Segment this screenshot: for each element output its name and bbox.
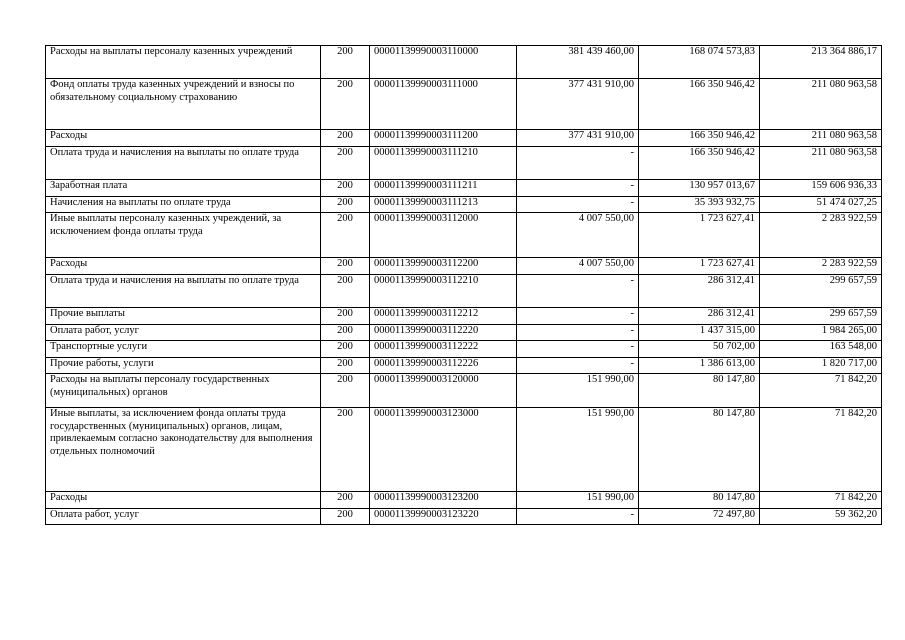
expense-name-cell: Оплата труда и начисления на выплаты по оплате труда (46, 147, 321, 180)
expense-name-cell: Расходы на выплаты персоналу казенных учреждений (46, 46, 321, 79)
expense-name-cell: Оплата труда и начисления на выплаты по оплате труда (46, 275, 321, 308)
executed-amount-cell: 286 312,41 (639, 275, 760, 308)
assigned-amount-cell: - (517, 147, 639, 180)
line-code-cell: 200 (321, 325, 370, 341)
expense-name-cell: Иные выплаты персоналу казенных учреждений, за исключением фонда оплаты труда (46, 213, 321, 258)
remaining-amount-cell: 2 283 922,59 (760, 213, 882, 258)
remaining-amount-cell: 1 984 265,00 (760, 325, 882, 341)
budget-classification-code-cell: 00001139990003111000 (370, 79, 517, 130)
line-code-cell: 200 (321, 374, 370, 408)
assigned-amount-cell: - (517, 180, 639, 197)
executed-amount-cell: 1 386 613,00 (639, 358, 760, 374)
assigned-amount-cell: - (517, 325, 639, 341)
line-code-cell: 200 (321, 130, 370, 147)
executed-amount-cell: 50 702,00 (639, 341, 760, 358)
remaining-amount-cell: 2 283 922,59 (760, 258, 882, 275)
executed-amount-cell: 130 957 013,67 (639, 180, 760, 197)
assigned-amount-cell: - (517, 275, 639, 308)
remaining-amount-cell: 71 842,20 (760, 374, 882, 408)
budget-classification-code-cell: 00001139990003112222 (370, 341, 517, 358)
table-row (46, 197, 882, 213)
executed-amount-cell: 1 723 627,41 (639, 213, 760, 258)
table-row (46, 213, 882, 258)
executed-amount-cell: 80 147,80 (639, 408, 760, 492)
budget-classification-code-cell: 00001139990003112210 (370, 275, 517, 308)
executed-amount-cell: 80 147,80 (639, 492, 760, 509)
budget-classification-code-cell: 00001139990003112220 (370, 325, 517, 341)
remaining-amount-cell: 211 080 963,58 (760, 79, 882, 130)
table-row (46, 130, 882, 147)
assigned-amount-cell: - (517, 308, 639, 325)
remaining-amount-cell: 163 548,00 (760, 341, 882, 358)
line-code-cell: 200 (321, 275, 370, 308)
expense-name-cell: Расходы на выплаты персоналу государственных (муниципальных) органов (46, 374, 321, 408)
remaining-amount-cell: 1 820 717,00 (760, 358, 882, 374)
budget-classification-code-cell: 00001139990003111210 (370, 147, 517, 180)
table-row (46, 180, 882, 197)
table-row (46, 258, 882, 275)
table-row (46, 308, 882, 325)
table-row (46, 509, 882, 525)
table-row (46, 408, 882, 492)
assigned-amount-cell: - (517, 358, 639, 374)
line-code-cell: 200 (321, 341, 370, 358)
line-code-cell: 200 (321, 213, 370, 258)
assigned-amount-cell: 151 990,00 (517, 492, 639, 509)
remaining-amount-cell: 159 606 936,33 (760, 180, 882, 197)
line-code-cell: 200 (321, 147, 370, 180)
budget-classification-code-cell: 00001139990003111211 (370, 180, 517, 197)
executed-amount-cell: 166 350 946,42 (639, 147, 760, 180)
executed-amount-cell: 1 723 627,41 (639, 258, 760, 275)
line-code-cell: 200 (321, 492, 370, 509)
remaining-amount-cell: 71 842,20 (760, 408, 882, 492)
budget-classification-code-cell: 00001139990003111200 (370, 130, 517, 147)
assigned-amount-cell: - (517, 341, 639, 358)
assigned-amount-cell: - (517, 197, 639, 213)
table-row (46, 492, 882, 509)
table-body (46, 46, 882, 525)
executed-amount-cell: 286 312,41 (639, 308, 760, 325)
table-row (46, 358, 882, 374)
budget-classification-code-cell: 00001139990003112200 (370, 258, 517, 275)
remaining-amount-cell: 51 474 027,25 (760, 197, 882, 213)
table-row (46, 46, 882, 79)
line-code-cell: 200 (321, 258, 370, 275)
expense-name-cell: Заработная плата (46, 180, 321, 197)
budget-classification-code-cell: 00001139990003120000 (370, 374, 517, 408)
executed-amount-cell: 166 350 946,42 (639, 130, 760, 147)
assigned-amount-cell: 151 990,00 (517, 374, 639, 408)
assigned-amount-cell: 377 431 910,00 (517, 130, 639, 147)
expense-name-cell: Прочие выплаты (46, 308, 321, 325)
budget-classification-code-cell: 00001139990003112226 (370, 358, 517, 374)
remaining-amount-cell: 59 362,20 (760, 509, 882, 525)
budget-classification-code-cell: 00001139990003112000 (370, 213, 517, 258)
remaining-amount-cell: 71 842,20 (760, 492, 882, 509)
expense-name-cell: Оплата работ, услуг (46, 325, 321, 341)
budget-classification-code-cell: 00001139990003112212 (370, 308, 517, 325)
expense-name-cell: Транспортные услуги (46, 341, 321, 358)
assigned-amount-cell: 381 439 460,00 (517, 46, 639, 79)
line-code-cell: 200 (321, 308, 370, 325)
expense-name-cell: Расходы (46, 492, 321, 509)
expense-name-cell: Иные выплаты, за исключением фонда оплаты труда государственных (муниципальных) органов, лицам, привлекаемым согласно законодательству для выполнения отдельных полномочий (46, 408, 321, 492)
table-row (46, 325, 882, 341)
table-row (46, 341, 882, 358)
remaining-amount-cell: 213 364 886,17 (760, 46, 882, 79)
line-code-cell: 200 (321, 509, 370, 525)
budget-classification-code-cell: 00001139990003111213 (370, 197, 517, 213)
line-code-cell: 200 (321, 197, 370, 213)
budget-classification-code-cell: 00001139990003123220 (370, 509, 517, 525)
expense-name-cell: Фонд оплаты труда казенных учреждений и взносы по обязательному социальному страхованию (46, 79, 321, 130)
budget-classification-code-cell: 00001139990003110000 (370, 46, 517, 79)
remaining-amount-cell: 299 657,59 (760, 275, 882, 308)
table-row (46, 275, 882, 308)
remaining-amount-cell: 211 080 963,58 (760, 147, 882, 180)
executed-amount-cell: 168 074 573,83 (639, 46, 760, 79)
executed-amount-cell: 80 147,80 (639, 374, 760, 408)
assigned-amount-cell: 151 990,00 (517, 408, 639, 492)
expense-name-cell: Оплата работ, услуг (46, 509, 321, 525)
expense-name-cell: Начисления на выплаты по оплате труда (46, 197, 321, 213)
assigned-amount-cell: 377 431 910,00 (517, 79, 639, 130)
line-code-cell: 200 (321, 180, 370, 197)
table-row (46, 79, 882, 130)
remaining-amount-cell: 211 080 963,58 (760, 130, 882, 147)
budget-classification-code-cell: 00001139990003123200 (370, 492, 517, 509)
assigned-amount-cell: - (517, 509, 639, 525)
expense-name-cell: Прочие работы, услуги (46, 358, 321, 374)
assigned-amount-cell: 4 007 550,00 (517, 258, 639, 275)
assigned-amount-cell: 4 007 550,00 (517, 213, 639, 258)
table-row (46, 374, 882, 408)
line-code-cell: 200 (321, 79, 370, 130)
executed-amount-cell: 35 393 932,75 (639, 197, 760, 213)
table-row (46, 147, 882, 180)
expense-name-cell: Расходы (46, 130, 321, 147)
line-code-cell: 200 (321, 358, 370, 374)
budget-classification-code-cell: 00001139990003123000 (370, 408, 517, 492)
executed-amount-cell: 1 437 315,00 (639, 325, 760, 341)
executed-amount-cell: 72 497,80 (639, 509, 760, 525)
line-code-cell: 200 (321, 46, 370, 79)
remaining-amount-cell: 299 657,59 (760, 308, 882, 325)
executed-amount-cell: 166 350 946,42 (639, 79, 760, 130)
expense-name-cell: Расходы (46, 258, 321, 275)
line-code-cell: 200 (321, 408, 370, 492)
budget-execution-table (45, 45, 882, 525)
